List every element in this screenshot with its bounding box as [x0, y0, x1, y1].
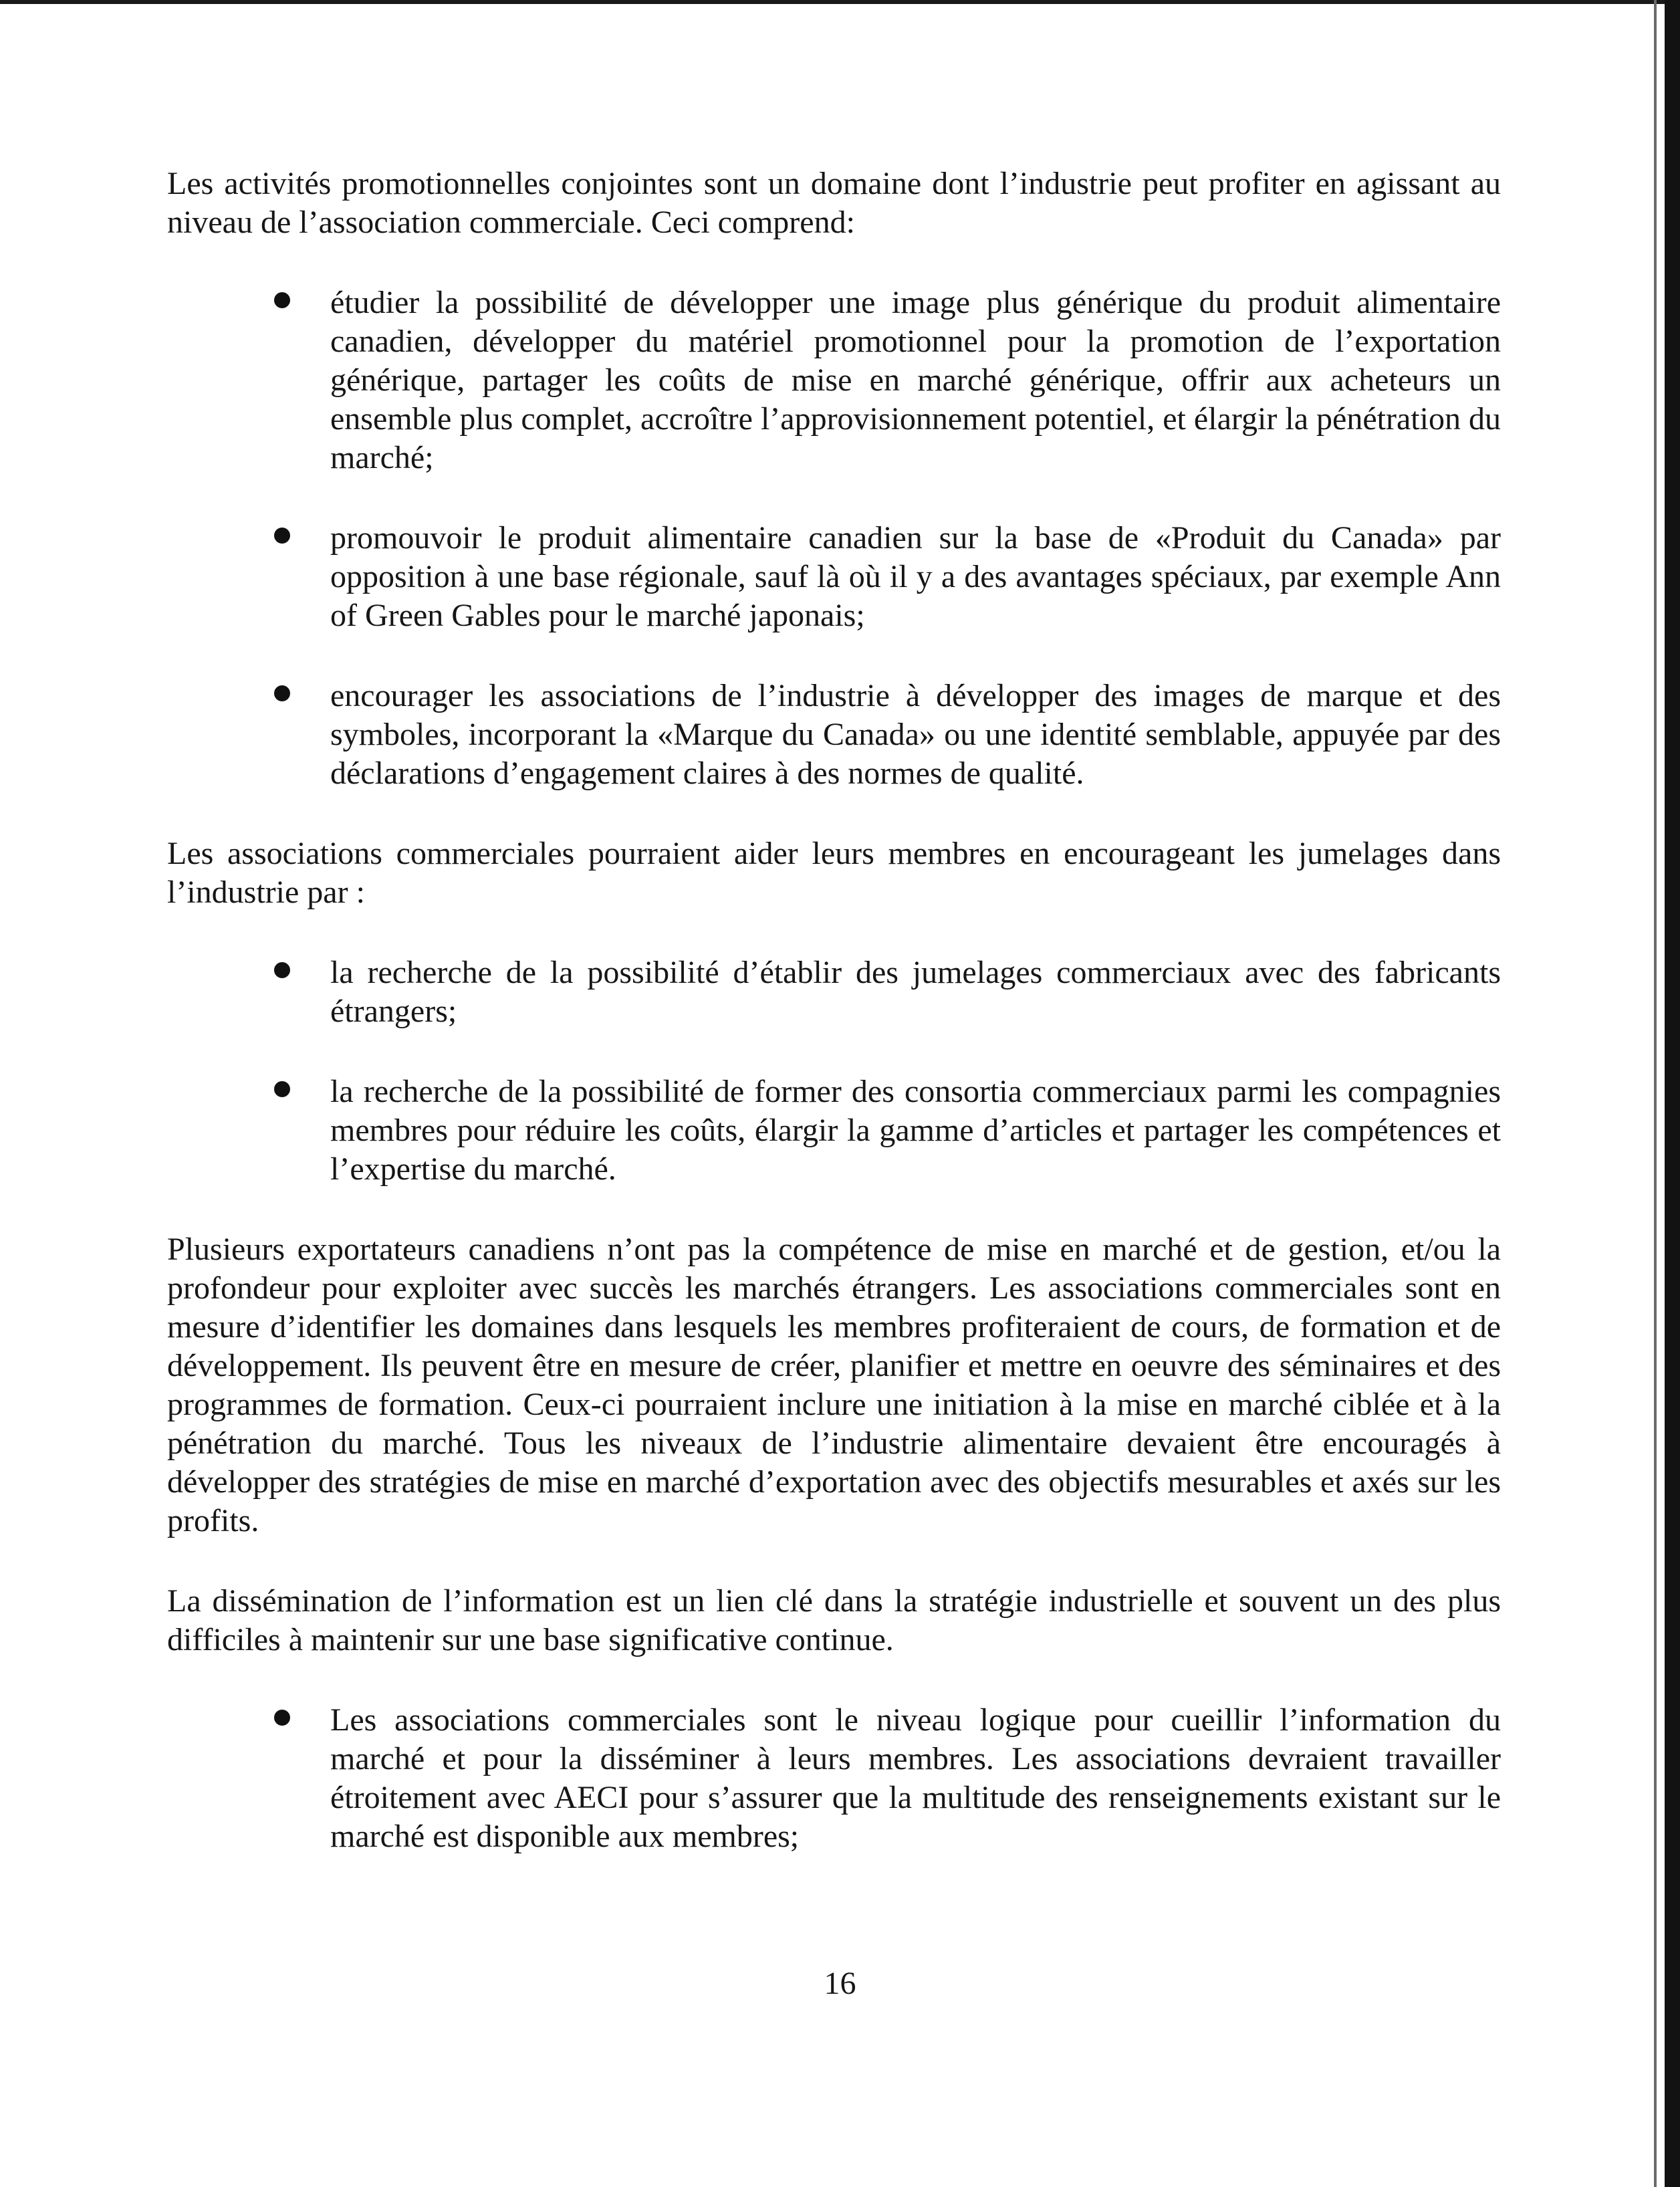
list-item-text: promouvoir le produit alimentaire canadien sur la base de «Produit du Canada» par opposition à une base régionale, sauf là où il y a des avantages spéciaux, par exemple Ann of Green Gables pour le marché japonais; — [330, 520, 1501, 633]
bullet-icon — [274, 1081, 290, 1097]
list-item — [330, 677, 1501, 793]
paragraph-information-dissemination: La dissémination de l’information est un lien clé dans la stratégie industrielle et souvent un des plus difficiles à maintenir sur une base significative continue. — [167, 1583, 1501, 1657]
scan-right-border — [1665, 0, 1680, 2187]
scan-top-border — [0, 0, 1680, 4]
list-item-text: Les associations commerciales sont le niveau logique pour cueillir l’information du marché et pour la disséminer à leurs membres. Les associations devraient travailler étroitement avec AECI pour s’assurer que la multitude des renseignements existant sur le marché est disponible aux membres; — [330, 1702, 1501, 1854]
scan-right-shadow — [1654, 0, 1657, 2187]
list-item — [330, 283, 1501, 477]
page-body — [167, 164, 1501, 1897]
bullet-icon — [274, 528, 290, 544]
list-item — [330, 1072, 1501, 1189]
list-item-text: étudier la possibilité de développer une image plus générique du produit alimentaire canadien, développer du matériel promotionnel pour la promotion de l’exportation générique, partager les coûts de mise en marché générique, offrir aux acheteurs un ensemble plus complet, accroître l’approvisionnement potentiel, et élargir la pénétration du marché; — [330, 285, 1501, 475]
page-number: 16 — [824, 1966, 856, 2001]
bullet-icon — [274, 1710, 290, 1726]
list-item-text: encourager les associations de l’industrie à développer des images de marque et des symboles, incorporant la «Marque du Canada» ou une identité semblable, appuyée par des déclarations d’engagement claires à des normes de qualité. — [330, 678, 1501, 791]
bullet-list-twinning — [167, 953, 1501, 1189]
bullet-list-information — [167, 1701, 1501, 1856]
bullet-icon — [274, 292, 290, 308]
list-item-text: la recherche de la possibilité de former des consortia commerciaux parmi les compagnies membres pour réduire les coûts, élargir la gamme d’articles et partager les compétences et l’expertise du marché. — [330, 1074, 1501, 1187]
list-item — [330, 1701, 1501, 1856]
bullet-icon — [274, 685, 290, 701]
list-item — [330, 519, 1501, 635]
list-item — [330, 953, 1501, 1031]
list-item-text: la recherche de la possibilité d’établir des jumelages commerciaux avec des fabricants étrangers; — [330, 955, 1501, 1029]
bullet-list-promotion — [167, 283, 1501, 793]
paragraph-exporters-training: Plusieurs exportateurs canadiens n’ont pas la compétence de mise en marché et de gestion, et/ou la profondeur pour exploiter avec succès les marchés étrangers. Les associations commerciales sont en mesure d’identifier les domaines dans lesquels les membres profiteraient de cours, de formation et de développement. Ils peuvent être en mesure de créer, planifier et mettre en oeuvre des séminaires et des programmes de formation. Ceux-ci pourraient inclure une initiation à la mise en marché ciblée et à la pénétration du marché. Tous les niveaux de l’industrie alimentaire devaient être encouragés à développer des stratégies de mise en marché d’exportation avec des objectifs mesurables et axés sur les profits. — [167, 1232, 1501, 1538]
bullet-icon — [274, 962, 290, 978]
paragraph-joint-promotion: Les activités promotionnelles conjointes sont un domaine dont l’industrie peut profiter en agissant au niveau de l’association commerciale. Ceci comprend: — [167, 166, 1501, 240]
paragraph-twinning: Les associations commerciales pourraient aider leurs membres en encourageant les jumelages dans l’industrie par : — [167, 836, 1501, 910]
